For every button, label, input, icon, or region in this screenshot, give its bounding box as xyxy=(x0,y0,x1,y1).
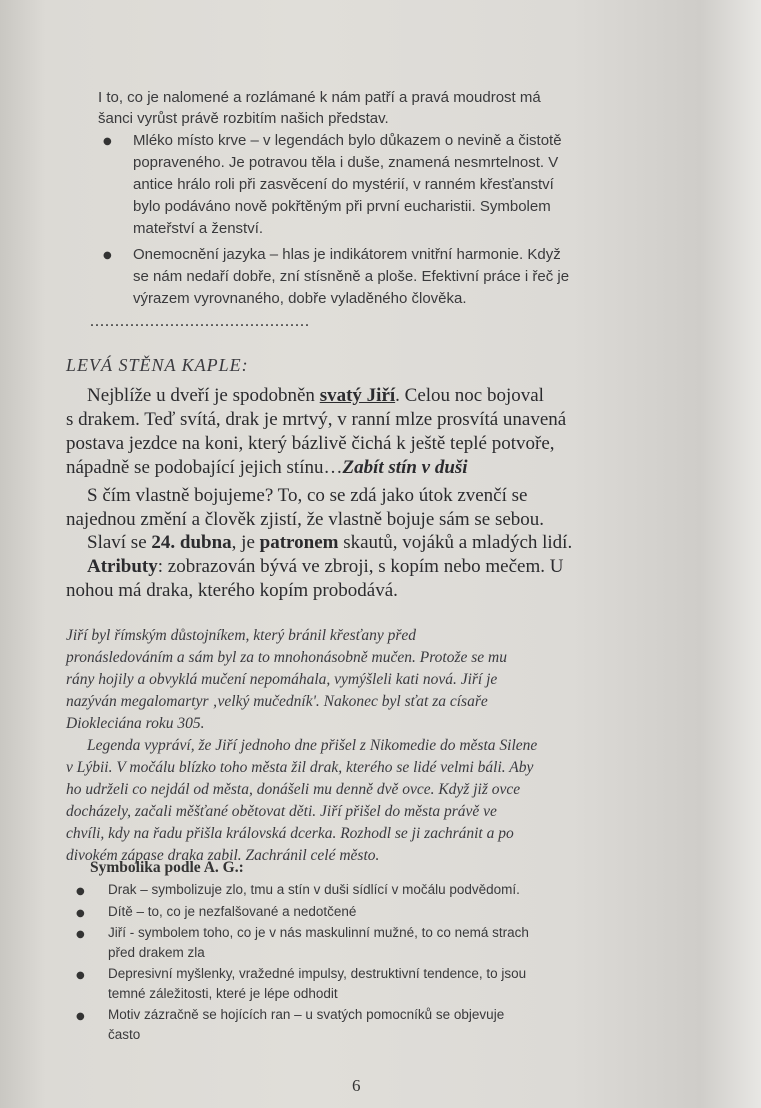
italic-para-2-line-3: ho udrželi co nejdál od města, donášeli mu denně dvě ovce. Když již ovce xyxy=(66,781,521,798)
italic-para-2-line-5: chvíli, kdy na řadu přišla královská dcerka. Rozhodl se ji zachránit a po xyxy=(66,825,514,842)
dotted-separator: ............................................ xyxy=(90,313,310,330)
italic-para-1-line-1: Jiří byl římským důstojníkem, který bránil křesťany před xyxy=(66,627,417,644)
symbol-2-line-1: Dítě – to, co je nezfalšované a nedotčené xyxy=(108,904,357,919)
symbol-3-line-1: Jiří - symbolem toho, co je v nás maskulinní mužné, to co nemá strach xyxy=(108,925,529,940)
italic-para-1-line-5: Diokleciána roku 305. xyxy=(66,715,205,732)
para-4-line-2: nohou má draka, kterého kopím probodává. xyxy=(66,580,398,601)
symbol-3-line-2: před drakem zla xyxy=(108,945,205,960)
para-3: Slaví se 24. dubna, je patronem skautů, vojáků a mladých lidí. xyxy=(87,532,573,553)
bullet-icon: ● xyxy=(76,970,85,981)
symbol-1-line-1: Drak – symbolizuje zlo, tmu a stín v duši sídlící v močálu podvědomí. xyxy=(108,882,520,897)
saint-name: svatý Jiří xyxy=(319,385,396,406)
intro-line-1: I to, co je nalomené a rozlámané k nám patří a pravá moudrost má xyxy=(98,89,541,106)
symbol-5-line-1: Motiv zázračně se hojících ran – u svatých pomocníků se objevuje xyxy=(108,1007,505,1022)
italic-para-2-line-4: docházely, začali měšťané obětovat děti. Jiří přišel do města právě ve xyxy=(66,803,497,820)
bullet-icon: ● xyxy=(76,1011,85,1022)
italic-para-2-line-1: Legenda vypráví, že Jiří jednoho dne přišel z Nikomedie do města Silene xyxy=(87,737,538,754)
symbol-4-line-1: Depresivní myšlenky, vražedné impulsy, destruktivní tendence, to jsou xyxy=(108,966,527,981)
bullet-icon: ● xyxy=(103,250,112,261)
bullet-1-line-2: popraveného. Je potravou těla i duše, znamená nesmrtelnost. V xyxy=(133,154,559,171)
bullet-1-line-4: bylo podáváno nově pokřtěným při první eucharistii. Symbolem xyxy=(133,198,551,215)
bullet-2-line-1: Onemocnění jazyka – hlas je indikátorem vnitřní harmonie. Když xyxy=(133,246,561,263)
bullet-1-line-5: mateřství a ženství. xyxy=(133,220,264,237)
symbol-4-line-2: temné záležitosti, které je lépe odhodit xyxy=(108,986,338,1001)
italic-para-1-line-2: pronásledováním a sám byl za to mnohonásobně mučen. Protože se mu xyxy=(66,649,507,666)
italic-para-1-line-4: nazýván megalomartyr ‚velký mučedník'. Nakonec byl sťat za císaře xyxy=(66,693,488,710)
para-4-line-1: Atributy: zobrazován bývá ve zbroji, s kopím nebo mečem. U xyxy=(87,556,564,577)
bullet-2-line-2: se nám nedaří dobře, zní stísněně a ploše. Efektivní práce i řeč je xyxy=(133,268,570,285)
bullet-2-line-3: výrazem vyrovnaného, dobře vyladěného člověka. xyxy=(133,290,467,307)
para-1-line-2: s drakem. Teď svítá, drak je mrtvý, v ranní mlze prosvítá unavená xyxy=(66,409,567,430)
italic-para-2-line-6: divokém zápase draka zabil. Zachránil celé město. xyxy=(66,847,380,864)
bullet-1-line-1: Mléko místo krve – v legendách bylo důkazem o nevině a čistotě xyxy=(133,132,562,149)
para-1-line-3: postava jezdce na koni, který bázlivě čichá k ještě teplé potvoře, xyxy=(66,433,555,454)
para-1-line-1: Nejblíže u dveří je spodobněn svatý Jiří. Celou noc bojoval xyxy=(87,385,544,406)
para-2-line-1: S čím vlastně bojujeme? To, co se zdá jako útok zvenčí se xyxy=(87,485,528,506)
symbolism-heading: Symbolika podle A. G.: xyxy=(90,859,244,876)
bullet-icon: ● xyxy=(76,929,85,940)
italic-para-1-line-3: rány hojily a obvyklá mučení nepomáhala, vymýšleli kati nová. Jiří je xyxy=(66,671,498,688)
para-1-line-4: nápadně se podobající jejich stínu…Zabít stín v duši xyxy=(66,457,468,478)
bullet-icon: ● xyxy=(76,908,85,919)
subtitle-text: Zabít stín v duši xyxy=(342,457,468,478)
para-2-line-2: najednou změní a člověk zjistí, že vlastně bojuje sám se sebou. xyxy=(66,509,545,530)
section-heading: LEVÁ STĚNA KAPLE: xyxy=(66,355,249,375)
bullet-icon: ● xyxy=(103,136,112,147)
symbol-5-line-2: často xyxy=(108,1027,141,1042)
intro-line-2: šanci vyrůst právě rozbitím našich představ. xyxy=(98,110,389,127)
bullet-icon: ● xyxy=(76,886,85,897)
bullet-1-line-3: antice hrálo roli při zasvěcení do mystérií, v ranném křesťanství xyxy=(133,176,554,193)
italic-para-2-line-2: v Lýbii. V močálu blízko toho města žil drak, kterého se lidé velmi báli. Aby xyxy=(66,759,534,776)
page-number: 6 xyxy=(352,1076,361,1095)
